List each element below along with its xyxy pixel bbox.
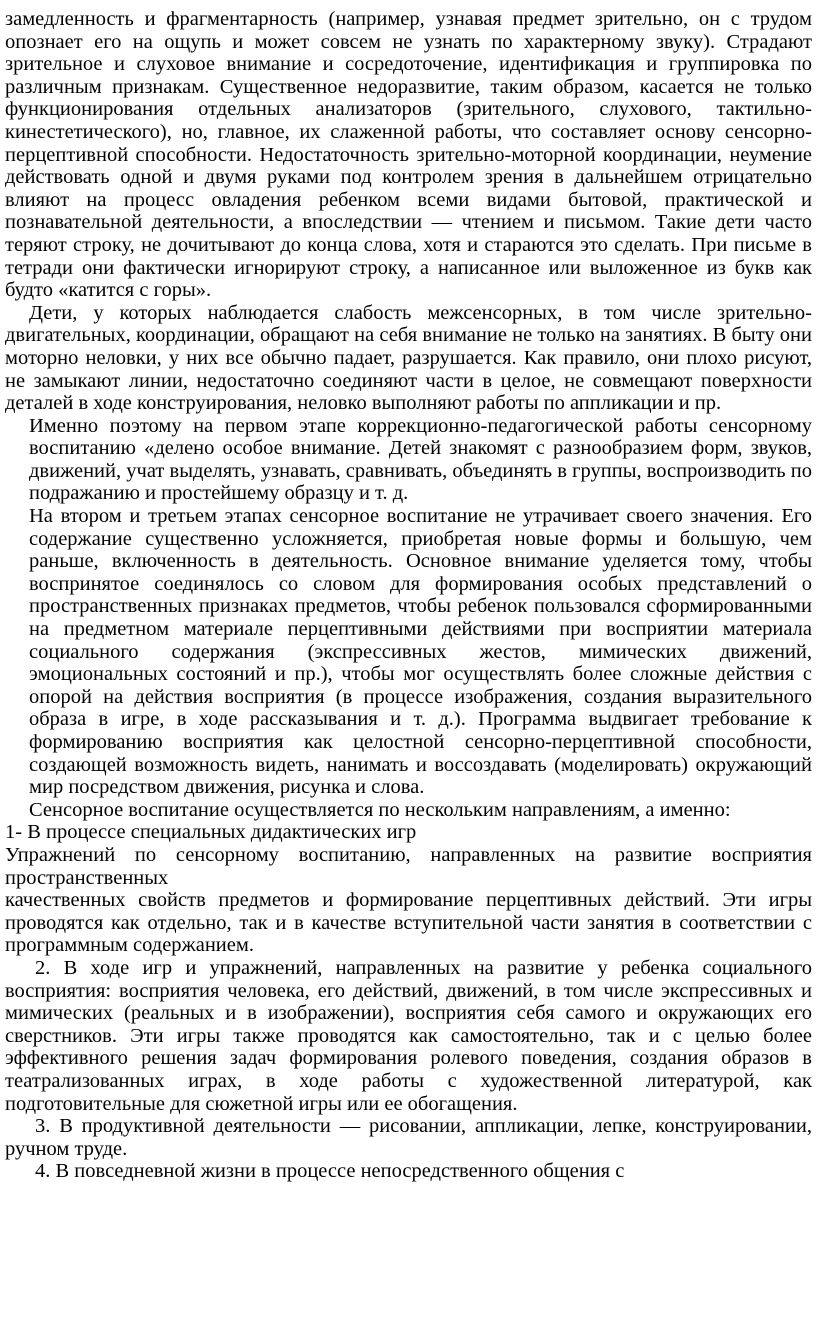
paragraph-qualities: качественных свойств предметов и формирование перцептивных действий. Эти игры проводятся как отдельно, так и в качестве вступительной части занятия в соответствии с программным содержанием. bbox=[5, 889, 812, 957]
paragraph-intersensory: Дети, у которых наблюдается слабость межсенсорных, в том числе зрительно-двигательных, координации, обращают на себя внимание не только на занятиях. В быту они моторно неловки, у них все обычно падает, разрушается. Как правило, они плохо рисуют, не замыкают линии, недостаточно соединяют части в целое, не совмещают поверхности деталей в ходе конструирования, неловко выполняют работы по аппликации и пр. bbox=[5, 301, 812, 415]
paragraph-exercises: Упражнений по сенсорному воспитанию, направленных на развитие восприятия пространственных bbox=[5, 843, 812, 889]
list-item-1: 1- В процессе специальных дидактических игр bbox=[5, 821, 417, 844]
list-item-4: 4. В повседневной жизни в процессе непосредственного общения с bbox=[35, 1160, 625, 1183]
paragraph-first-stage-text: Именно поэтому на первом этапе коррекционно-педагогической работы сенсорному воспитанию «делено особое внимание. Детей знакомят с разнообразием форм, звуков, движений, учат выделять, узнавать, сравнивать, объединять в группы, воспроизводить по подражанию и простейшему образцу и т. д. bbox=[29, 414, 812, 505]
paragraph-second-third-stage-text: На втором и третьем этапах сенсорное воспитание не утрачивает своего значения. Его содержание существенно усложняется, приобретая новые формы и большую, чем раньше, включенность в деятельность. Основное внимание уделяется тому, чтобы воспринятое соединялось со словом для формирования особых представлений о пространственных признаках предметов, чтобы ребенок пользовался сформированными на предметном материале перцептивными действиями при восприятии материала социального содержания (экспрессивных жестов, мимических движений, эмоциональных состояний и пр.), чтобы мог осуществлять более сложные действия с опорой на действия восприятия (в процессе изображения, создания выразительного образа в игре, в ходе рассказывания и т. д.). Программа выдвигает требование к формированию восприятия как целостной сенсорно-перцептивной способности, создающей возможность видеть, нанимать и воссоздавать (моделировать) окружающий мир посредством движения, рисунка и слова. bbox=[29, 505, 812, 799]
paragraph-second-third-stage bbox=[5, 505, 812, 799]
list-item-3: 3. В продуктивной деятельности — рисовании, аппликации, лепке, конструировании, ручном труде. bbox=[5, 1115, 812, 1160]
paragraph-first-stage bbox=[5, 415, 812, 505]
paragraph-continuation: замедленность и фрагментарность (например, узнавая предмет зрительно, он с трудом опознает его на ощупь и может совсем не узнать по характерному звуку). Страдают зрительное и слуховое внимание и сосредоточение, идентификация и группировка по различным признакам. Существенное недоразвитие, таким образом, касается не только функционирования отдельных анализаторов (зрительного, слухового, тактильно-кинестетического), но, главное, их слаженной работы, что составляет основу сенсорно-перцептивной способности. Недостаточность зрительно-моторной координации, неумение действовать одной и двумя руками под контролем зрения в дальнейшем отрицательно влияют на процесс овладения ребенком всеми видами бытовой, практической и познавательной деятельности, а впоследствии — чтением и письмом. Такие дети часто теряют строку, не дочитывают до конца слова, хотя и стараются это сделать. При письме в тетради они фактически игнорируют строку, а написанное или выложенное из букв как будто «катится с горы». bbox=[5, 8, 812, 302]
paragraph-directions-intro: Сенсорное воспитание осуществляется по нескольким направлениям, а именно: bbox=[29, 798, 731, 821]
list-item-2: 2. В ходе игр и упражнений, направленных на развитие у ребенка социального восприятия: восприятия человека, его действий, движений, в том числе экспрессивных и мимических (реальных и в изображении), восприятия себя самого и окружающих его сверстников. Эти игры также проводятся как самостоятельно, так и с целью более эффективного решения задач формирования ролевого поведения, создания образов в театрализованных играх, в ходе работы с художественной литературой, как подготовительные для сюжетной игры или ее обогащения. bbox=[5, 956, 812, 1115]
